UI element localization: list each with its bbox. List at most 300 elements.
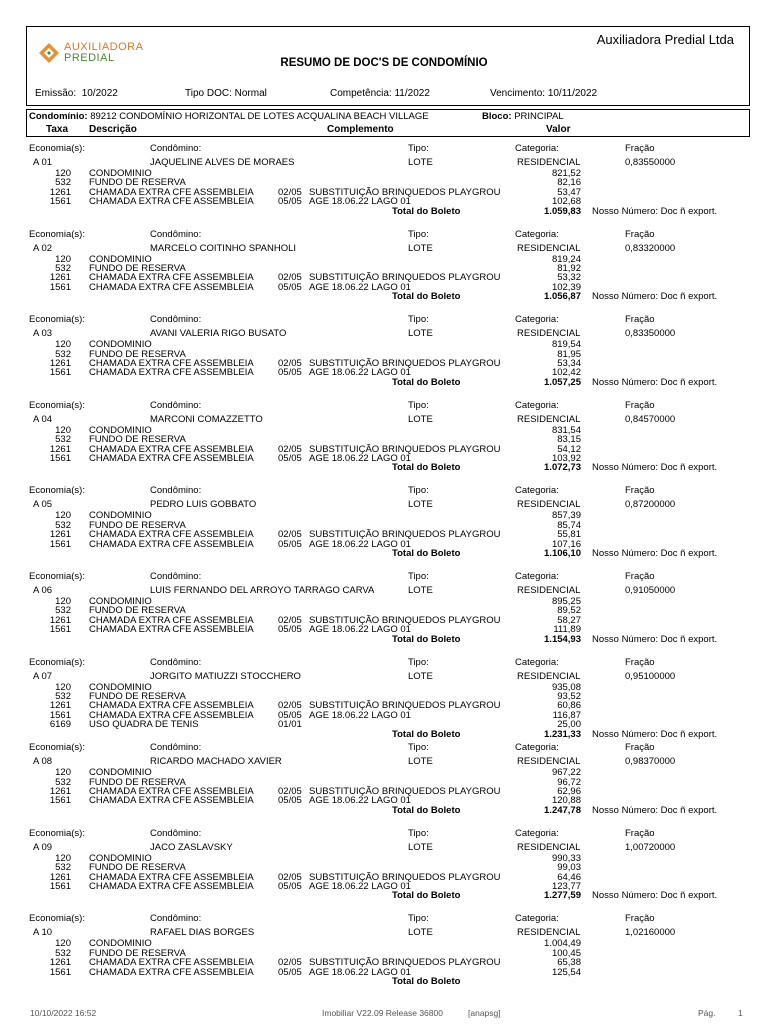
item-taxa: 532 xyxy=(55,862,71,874)
item-valor: 895,25 xyxy=(551,596,581,607)
tipo-label: Tipo: xyxy=(408,571,429,582)
nosso-numero: Nosso Número: Doc ñ export. xyxy=(592,547,718,559)
economias-label: Economia(s): xyxy=(29,485,85,497)
tipo-value: LOTE xyxy=(408,499,433,511)
condomino-name: PEDRO LUIS GOBBATO xyxy=(150,499,257,511)
economia-block xyxy=(0,742,768,828)
item-valor: 82,16 xyxy=(557,177,581,189)
item-valor: 857,39 xyxy=(551,510,581,522)
item-complemento: SUBSTITUIÇÃO BRINQUEDOS PLAYGROU xyxy=(309,785,501,797)
economias-label: Economia(s): xyxy=(29,571,85,582)
tipo-label: Tipo: xyxy=(408,228,429,240)
unidade: A 01 xyxy=(33,157,53,168)
nosso-numero: Nosso Número: Doc ñ export. xyxy=(592,633,718,645)
item-taxa: 120 xyxy=(55,767,71,779)
footer-datetime: 10/10/2022 16:52 xyxy=(30,1008,97,1018)
item-valor: 116,87 xyxy=(552,709,581,721)
unidade: A 04 xyxy=(33,413,53,425)
item-taxa: 1561 xyxy=(49,709,71,721)
document-title: RESUMO DE DOC'S DE CONDOMÍNIO xyxy=(280,57,488,69)
categoria-value: RESIDENCIAL xyxy=(517,927,581,939)
item-taxa: 120 xyxy=(55,168,71,179)
item-taxa: 1261 xyxy=(49,700,71,712)
competencia: Competência: 11/2022 xyxy=(330,88,430,99)
total-value: 1.056,87 xyxy=(544,291,581,303)
item-valor: 967,22 xyxy=(551,767,581,779)
item-taxa: 1561 xyxy=(49,880,71,892)
item-parcela: 05/05 xyxy=(278,795,302,807)
footer-page-label: Pág. xyxy=(698,1008,716,1018)
item-descricao: CHAMADA EXTRA CFE ASSEMBLEIA xyxy=(89,614,254,626)
logo-text-line2: PREDIAL xyxy=(64,52,115,64)
item-descricao: CHAMADA EXTRA CFE ASSEMBLEIA xyxy=(89,880,254,892)
item-valor: 58,27 xyxy=(557,614,581,626)
item-valor: 60,86 xyxy=(557,700,581,712)
item-descricao: CONDOMINIO xyxy=(89,339,152,351)
tipo-label: Tipo: xyxy=(408,913,429,925)
item-valor: 25,00 xyxy=(557,719,581,731)
tipo-label: Tipo: xyxy=(408,827,429,839)
footer-page-number: 1 xyxy=(738,1008,743,1018)
item-complemento: AGE 18.06.22 LAGO 01 xyxy=(309,196,411,208)
fracao-label: Fração xyxy=(625,827,655,839)
economia-block xyxy=(0,314,768,400)
item-complemento: SUBSTITUIÇÃO BRINQUEDOS PLAYGROU xyxy=(309,957,501,969)
item-taxa: 1561 xyxy=(49,795,71,807)
item-taxa: 120 xyxy=(55,253,71,265)
item-descricao: CHAMADA EXTRA CFE ASSEMBLEIA xyxy=(89,272,254,284)
condomino-label: Condômino: xyxy=(150,314,202,326)
fracao-label: Fração xyxy=(625,485,655,497)
condominio-label: Condomínio: xyxy=(29,111,88,122)
categoria-value: RESIDENCIAL xyxy=(517,841,581,853)
item-taxa: 532 xyxy=(55,348,71,360)
categoria-label: Categoria: xyxy=(515,913,559,925)
item-descricao: CONDOMINIO xyxy=(89,168,152,179)
item-complemento: SUBSTITUIÇÃO BRINQUEDOS PLAYGROU xyxy=(309,272,501,284)
item-descricao: CONDOMINIO xyxy=(89,253,152,265)
fracao-value: 0,91050000 xyxy=(625,585,676,596)
total-value: 1.059,83 xyxy=(544,205,581,217)
total-value: 1.247,78 xyxy=(544,804,581,816)
bloco-label: Bloco: xyxy=(482,111,512,122)
categoria-value: RESIDENCIAL xyxy=(517,670,581,682)
total-label: Total do Boleto xyxy=(392,547,461,559)
item-valor: 53,32 xyxy=(557,272,581,284)
fracao-value: 0,84570000 xyxy=(625,413,676,425)
item-valor: 93,52 xyxy=(557,690,581,702)
item-descricao: CONDOMINIO xyxy=(89,852,152,864)
total-value: 1.277,59 xyxy=(544,890,581,902)
item-descricao: CHAMADA EXTRA CFE ASSEMBLEIA xyxy=(89,443,254,455)
total-label: Total do Boleto xyxy=(392,462,461,474)
item-parcela: 02/05 xyxy=(278,700,302,712)
categoria-label: Categoria: xyxy=(515,314,559,326)
tipo-label: Tipo: xyxy=(408,143,429,154)
unidade: A 06 xyxy=(33,585,53,596)
item-valor: 81,92 xyxy=(557,262,581,274)
condomino-label: Condômino: xyxy=(150,742,202,754)
footer-system: Imobiliar V22.09 Release 36800 xyxy=(322,1008,443,1018)
nosso-numero: Nosso Número: Doc ñ export. xyxy=(592,205,718,217)
unidade: A 05 xyxy=(33,499,53,511)
item-descricao: FUNDO DE RESERVA xyxy=(89,519,186,531)
item-complemento: AGE 18.06.22 LAGO 01 xyxy=(309,709,411,721)
item-parcela: 02/05 xyxy=(278,443,302,455)
condomino-name: LUIS FERNANDO DEL ARROYO TARRAGO CARVA xyxy=(150,585,375,596)
tipo-value: LOTE xyxy=(408,328,433,340)
item-parcela: 05/05 xyxy=(278,709,302,721)
condomino-name: AVANI VALERIA RIGO BUSATO xyxy=(150,328,287,340)
item-complemento: AGE 18.06.22 LAGO 01 xyxy=(309,452,411,464)
item-descricao: CHAMADA EXTRA CFE ASSEMBLEIA xyxy=(89,367,254,379)
categoria-value: RESIDENCIAL xyxy=(517,499,581,511)
col-descricao: Descrição xyxy=(89,124,137,135)
item-taxa: 120 xyxy=(55,339,71,351)
condomino-name: JORGITO MATIUZZI STOCCHERO xyxy=(150,670,301,682)
item-descricao: USO QUADRA DE TENIS xyxy=(89,719,199,731)
economias-label: Economia(s): xyxy=(29,742,85,754)
categoria-label: Categoria: xyxy=(515,571,559,582)
item-valor: 53,34 xyxy=(557,357,581,369)
fracao-label: Fração xyxy=(625,314,655,326)
item-parcela: 02/05 xyxy=(278,957,302,969)
item-taxa: 532 xyxy=(55,434,71,446)
item-taxa: 1561 xyxy=(49,624,71,636)
item-complemento: AGE 18.06.22 LAGO 01 xyxy=(309,367,411,379)
item-taxa: 1261 xyxy=(49,871,71,883)
categoria-label: Categoria: xyxy=(515,656,559,668)
item-taxa: 532 xyxy=(55,262,71,274)
bloco-value: PRINCIPAL xyxy=(514,111,564,122)
item-parcela: 02/05 xyxy=(278,272,302,284)
item-valor: 1.004,49 xyxy=(544,938,581,950)
total-value: 1.154,93 xyxy=(544,633,581,645)
item-descricao: FUNDO DE RESERVA xyxy=(89,177,186,189)
item-descricao: CHAMADA EXTRA CFE ASSEMBLEIA xyxy=(89,709,254,721)
tipo-value: LOTE xyxy=(408,927,433,939)
item-valor: 107,16 xyxy=(551,538,581,550)
item-descricao: CHAMADA EXTRA CFE ASSEMBLEIA xyxy=(89,538,254,550)
categoria-label: Categoria: xyxy=(515,228,559,240)
economias-label: Economia(s): xyxy=(29,827,85,839)
condominio-value: 89212 CONDOMÍNIO HORIZONTAL DE LOTES ACQUALINA BEACH VILLAGE xyxy=(90,111,429,122)
item-taxa: 1261 xyxy=(49,272,71,284)
tipo-value: LOTE xyxy=(408,756,433,768)
categoria-value: RESIDENCIAL xyxy=(517,585,581,596)
tipo-value: LOTE xyxy=(408,157,433,168)
unidade: A 08 xyxy=(33,756,53,768)
economias-label: Economia(s): xyxy=(29,656,85,668)
nosso-numero: Nosso Número: Doc ñ export. xyxy=(592,728,718,740)
total-label: Total do Boleto xyxy=(392,728,461,740)
item-descricao: CONDOMINIO xyxy=(89,681,152,693)
condomino-name: MARCONI COMAZZETTO xyxy=(150,413,263,425)
fracao-label: Fração xyxy=(625,913,655,925)
economia-block xyxy=(0,571,768,657)
condomino-name: RICARDO MACHADO XAVIER xyxy=(150,756,282,768)
tipo-doc: Tipo DOC: Normal xyxy=(185,88,267,99)
item-parcela: 05/05 xyxy=(278,966,302,978)
unidade: A 07 xyxy=(33,670,53,682)
item-valor: 102,39 xyxy=(551,281,581,293)
item-taxa: 1261 xyxy=(49,186,71,198)
fracao-label: Fração xyxy=(625,143,655,154)
item-taxa: 532 xyxy=(55,947,71,959)
item-complemento: AGE 18.06.22 LAGO 01 xyxy=(309,880,411,892)
item-descricao: CHAMADA EXTRA CFE ASSEMBLEIA xyxy=(89,196,254,208)
condomino-label: Condômino: xyxy=(150,228,202,240)
tipo-label: Tipo: xyxy=(408,314,429,326)
item-taxa: 1261 xyxy=(49,785,71,797)
total-label: Total do Boleto xyxy=(392,975,461,987)
item-taxa: 532 xyxy=(55,605,71,617)
item-descricao: CHAMADA EXTRA CFE ASSEMBLEIA xyxy=(89,966,254,978)
item-parcela: 02/05 xyxy=(278,614,302,626)
item-parcela: 05/05 xyxy=(278,538,302,550)
item-complemento: SUBSTITUIÇÃO BRINQUEDOS PLAYGROU xyxy=(309,871,501,883)
item-valor: 62,96 xyxy=(557,785,581,797)
item-descricao: CONDOMINIO xyxy=(89,767,152,779)
item-descricao: CHAMADA EXTRA CFE ASSEMBLEIA xyxy=(89,452,254,464)
nosso-numero: Nosso Número: Doc ñ export. xyxy=(592,462,718,474)
condomino-name: JACO ZASLAVSKY xyxy=(150,841,233,853)
condomino-label: Condômino: xyxy=(150,485,202,497)
item-valor: 821,52 xyxy=(551,168,581,179)
item-complemento: AGE 18.06.22 LAGO 01 xyxy=(309,966,411,978)
fracao-label: Fração xyxy=(625,399,655,411)
total-label: Total do Boleto xyxy=(392,633,461,645)
item-descricao: CHAMADA EXTRA CFE ASSEMBLEIA xyxy=(89,529,254,541)
fracao-label: Fração xyxy=(625,228,655,240)
item-valor: 935,08 xyxy=(551,681,581,693)
item-valor: 99,03 xyxy=(557,862,581,874)
col-valor: Valor xyxy=(546,124,571,135)
item-descricao: CONDOMINIO xyxy=(89,510,152,522)
item-valor: 111,89 xyxy=(553,624,581,636)
item-parcela: 02/05 xyxy=(278,186,302,198)
vencimento: Vencimento: 10/11/2022 xyxy=(490,88,598,99)
categoria-value: RESIDENCIAL xyxy=(517,157,581,168)
item-descricao: CHAMADA EXTRA CFE ASSEMBLEIA xyxy=(89,186,254,198)
item-taxa: 1261 xyxy=(49,357,71,369)
tipo-value: LOTE xyxy=(408,670,433,682)
item-taxa: 532 xyxy=(55,776,71,788)
economia-block xyxy=(0,657,768,743)
item-valor: 65,38 xyxy=(557,957,581,969)
item-complemento: AGE 18.06.22 LAGO 01 xyxy=(309,624,411,636)
economia-block xyxy=(0,828,768,914)
total-value: 1.106,10 xyxy=(544,547,581,559)
emissao xyxy=(35,88,118,99)
item-descricao: CHAMADA EXTRA CFE ASSEMBLEIA xyxy=(89,700,254,712)
item-complemento: AGE 18.06.22 LAGO 01 xyxy=(309,795,411,807)
economias-label: Economia(s): xyxy=(29,399,85,411)
fracao-value: 1,00720000 xyxy=(625,841,676,853)
total-label: Total do Boleto xyxy=(392,376,461,388)
unidade: A 10 xyxy=(33,927,53,939)
item-valor: 83,15 xyxy=(557,434,581,446)
item-complemento: SUBSTITUIÇÃO BRINQUEDOS PLAYGROU xyxy=(309,700,501,712)
condomino-name: RAFAEL DIAS BORGES xyxy=(150,927,255,939)
item-taxa: 120 xyxy=(55,681,71,693)
condomino-label: Condômino: xyxy=(150,143,202,154)
company-name: Auxiliadora Predial Ltda xyxy=(596,32,734,47)
col-complemento: Complemento xyxy=(327,124,394,135)
item-complemento: SUBSTITUIÇÃO BRINQUEDOS PLAYGROU xyxy=(309,357,501,369)
economia-block xyxy=(0,400,768,486)
item-descricao: CHAMADA EXTRA CFE ASSEMBLEIA xyxy=(89,795,254,807)
economia-block xyxy=(0,485,768,571)
item-taxa: 1261 xyxy=(49,529,71,541)
fracao-value: 0,87200000 xyxy=(625,499,676,511)
item-valor: 819,54 xyxy=(551,339,581,351)
total-label: Total do Boleto xyxy=(392,890,461,902)
item-valor: 103,92 xyxy=(551,452,581,464)
total-label: Total do Boleto xyxy=(392,291,461,303)
item-descricao: FUNDO DE RESERVA xyxy=(89,348,186,360)
item-descricao: FUNDO DE RESERVA xyxy=(89,605,186,617)
condomino-name: JAQUELINE ALVES DE MORAES xyxy=(150,157,295,168)
condomino-label: Condômino: xyxy=(150,571,202,582)
categoria-label: Categoria: xyxy=(515,742,559,754)
item-descricao: FUNDO DE RESERVA xyxy=(89,776,186,788)
emissao-value: 10/2022 xyxy=(81,88,118,99)
item-descricao: CHAMADA EXTRA CFE ASSEMBLEIA xyxy=(89,624,254,636)
item-valor: 89,52 xyxy=(557,605,581,617)
item-valor: 53,47 xyxy=(557,186,581,198)
tipo-value: LOTE xyxy=(408,242,433,254)
item-parcela: 05/05 xyxy=(278,281,302,293)
categoria-label: Categoria: xyxy=(515,143,559,154)
item-taxa: 532 xyxy=(55,519,71,531)
item-complemento: SUBSTITUIÇÃO BRINQUEDOS PLAYGROU xyxy=(309,529,501,541)
logo-text-line1: AUXILIADORA xyxy=(64,41,144,53)
item-valor: 990,33 xyxy=(551,852,581,864)
total-value: 1.072,73 xyxy=(544,462,581,474)
item-taxa: 120 xyxy=(55,938,71,950)
item-taxa: 532 xyxy=(55,690,71,702)
item-valor: 102,42 xyxy=(551,367,581,379)
item-valor: 120,88 xyxy=(551,795,581,807)
item-taxa: 120 xyxy=(55,510,71,522)
item-valor: 81,95 xyxy=(557,348,581,360)
item-parcela: 05/05 xyxy=(278,452,302,464)
economias-label: Economia(s): xyxy=(29,143,85,154)
categoria-label: Categoria: xyxy=(515,399,559,411)
condomino-name: MARCELO COITINHO SPANHOLI xyxy=(150,242,297,254)
item-valor: 54,12 xyxy=(557,443,581,455)
fracao-value: 0,83350000 xyxy=(625,328,676,340)
item-valor: 100,45 xyxy=(551,947,581,959)
item-parcela: 05/05 xyxy=(278,196,302,208)
item-taxa: 1261 xyxy=(49,443,71,455)
tipo-value: LOTE xyxy=(408,841,433,853)
item-descricao: FUNDO DE RESERVA xyxy=(89,262,186,274)
condominio-line xyxy=(29,111,429,122)
footer-user: [anapsg] xyxy=(468,1008,501,1018)
economia-block xyxy=(0,913,768,999)
item-taxa: 1561 xyxy=(49,196,71,208)
item-complemento: AGE 18.06.22 LAGO 01 xyxy=(309,281,411,293)
economias-label: Economia(s): xyxy=(29,228,85,240)
total-value: 1.057,25 xyxy=(544,376,581,388)
total-label: Total do Boleto xyxy=(392,804,461,816)
unidade: A 03 xyxy=(33,328,53,340)
unidade: A 09 xyxy=(33,841,53,853)
fracao-value: 1,02160000 xyxy=(625,927,676,939)
item-parcela: 02/05 xyxy=(278,529,302,541)
fracao-value: 0,83550000 xyxy=(625,157,676,168)
tipo-label: Tipo: xyxy=(408,742,429,754)
item-descricao: CHAMADA EXTRA CFE ASSEMBLEIA xyxy=(89,871,254,883)
item-taxa: 1561 xyxy=(49,281,71,293)
item-complemento: SUBSTITUIÇÃO BRINQUEDOS PLAYGROU xyxy=(309,614,501,626)
item-descricao: FUNDO DE RESERVA xyxy=(89,862,186,874)
fracao-value: 0,95100000 xyxy=(625,670,676,682)
col-taxa: Taxa xyxy=(46,124,69,135)
item-taxa: 120 xyxy=(55,852,71,864)
item-taxa: 1561 xyxy=(49,538,71,550)
item-descricao: CHAMADA EXTRA CFE ASSEMBLEIA xyxy=(89,281,254,293)
economia-block xyxy=(0,143,768,229)
item-complemento: SUBSTITUIÇÃO BRINQUEDOS PLAYGROU xyxy=(309,443,501,455)
economia-block xyxy=(0,229,768,315)
item-parcela: 05/05 xyxy=(278,367,302,379)
categoria-label: Categoria: xyxy=(515,827,559,839)
item-complemento: SUBSTITUIÇÃO BRINQUEDOS PLAYGROU xyxy=(309,186,501,198)
tipo-label: Tipo: xyxy=(408,656,429,668)
item-taxa: 1561 xyxy=(49,452,71,464)
item-descricao: CONDOMINIO xyxy=(89,938,152,950)
fracao-label: Fração xyxy=(625,571,655,582)
fracao-label: Fração xyxy=(625,742,655,754)
item-parcela: 02/05 xyxy=(278,785,302,797)
total-label: Total do Boleto xyxy=(392,205,461,217)
item-taxa: 120 xyxy=(55,596,71,607)
item-descricao: CONDOMINIO xyxy=(89,596,152,607)
item-taxa: 1561 xyxy=(49,367,71,379)
item-taxa: 532 xyxy=(55,177,71,189)
item-valor: 64,46 xyxy=(557,871,581,883)
nosso-numero: Nosso Número: Doc ñ export. xyxy=(592,890,718,902)
item-descricao: CHAMADA EXTRA CFE ASSEMBLEIA xyxy=(89,785,254,797)
fracao-label: Fração xyxy=(625,656,655,668)
tipo-value: LOTE xyxy=(408,413,433,425)
item-parcela: 05/05 xyxy=(278,880,302,892)
categoria-value: RESIDENCIAL xyxy=(517,328,581,340)
item-descricao: FUNDO DE RESERVA xyxy=(89,434,186,446)
item-valor: 123,77 xyxy=(551,880,581,892)
nosso-numero: Nosso Número: Doc ñ export. xyxy=(592,376,718,388)
total-value: 1.231,33 xyxy=(544,728,581,740)
item-valor: 125,54 xyxy=(551,966,581,978)
economias-label: Economia(s): xyxy=(29,913,85,925)
tipo-value: LOTE xyxy=(408,585,433,596)
item-descricao: FUNDO DE RESERVA xyxy=(89,690,186,702)
categoria-value: RESIDENCIAL xyxy=(517,756,581,768)
nosso-numero: Nosso Número: Doc ñ export. xyxy=(592,804,718,816)
item-valor: 96,72 xyxy=(557,776,581,788)
item-parcela: 01/01 xyxy=(278,719,302,731)
bloco xyxy=(482,111,564,122)
emissao-label: Emissão: xyxy=(35,88,77,99)
item-complemento: AGE 18.06.22 LAGO 01 xyxy=(309,538,411,550)
categoria-value: RESIDENCIAL xyxy=(517,413,581,425)
condomino-label: Condômino: xyxy=(150,656,202,668)
condomino-label: Condômino: xyxy=(150,399,202,411)
item-valor: 102,68 xyxy=(551,196,581,208)
